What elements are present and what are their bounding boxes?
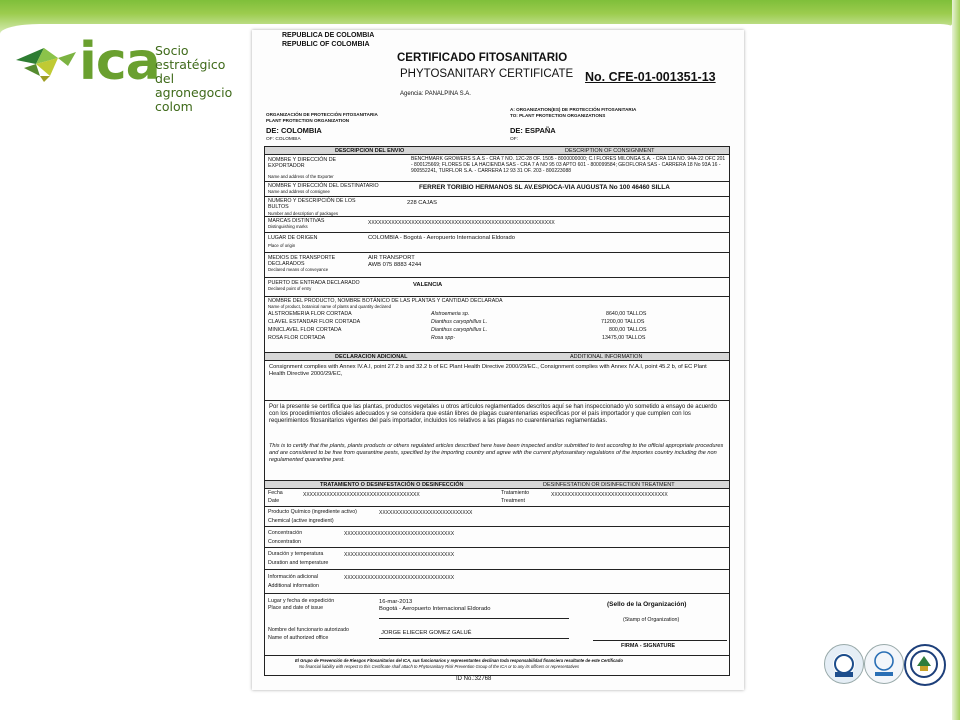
products-label-es: NOMBRE DEL PRODUCTO, NOMBRE BOTÁNICO DE LAS PLANTAS Y CANTIDAD DECLARADA	[268, 298, 503, 304]
packages-row	[265, 197, 729, 217]
consignee-label-es: NOMBRE Y DIRECCIÓN DEL DESTINATARIO	[268, 183, 379, 189]
certification-row	[265, 401, 729, 481]
from-org-es: ORGANIZACIÓN DE PROTECCIÓN FITOSANITARIA	[266, 112, 378, 117]
exporter-label-en: Name and address of the Exporter	[268, 174, 334, 179]
origin-row	[265, 233, 729, 253]
consignee-label-en: Name and address of consignee	[268, 189, 330, 194]
origin-label-en: Place of origin	[268, 243, 296, 248]
chemical-label-en: Chemical (active ingredient)	[268, 518, 334, 524]
officer-name: JORGE ELIECER GOMEZ GALUÉ	[381, 630, 472, 636]
issue-row	[265, 594, 729, 656]
transport-row	[265, 253, 729, 278]
transport-label-es: MEDIOS DE TRANSPORTE DECLARADOS	[268, 255, 336, 267]
officer-label-en: Name of authorized office	[268, 635, 329, 641]
issue-label-es: Lugar y fecha de expedición	[268, 598, 335, 604]
additional-text: Consignment complies with Annex IV.A.I, point 27.2 b and 32.2 b of EC Plant Health Directive 2000/29/EC., Consignment complies with Annex IV.A.I, point 45.2 b, of EC Plant Health Directive 2000/29/EC,	[269, 364, 707, 377]
origin-value: COLOMBIA - Bogotá - Aeropuerto Internacional Eldorado	[368, 235, 515, 241]
entry-value: VALENCIA	[413, 282, 443, 288]
additional-row	[265, 361, 729, 401]
treatment-label-es: Tratamiento	[501, 490, 530, 496]
origin-label-es: LUGAR DE ORIGEN	[268, 235, 318, 241]
signature-line	[593, 640, 727, 641]
packages-value: 228 CAJAS	[407, 200, 437, 206]
product-qty: 13475,00 TALLOS	[602, 335, 646, 341]
product-qty: 71200,00 TALLOS	[601, 319, 645, 325]
issue-date: 16-mar-2013	[379, 599, 413, 605]
officer-label-es: Nombre del funcionario autorizado	[268, 627, 349, 633]
product-name: ROSA FLOR CORTADA	[268, 335, 326, 341]
info-label-en: Additional information	[268, 583, 319, 589]
info-label-es: Información adicional	[268, 574, 319, 580]
disclaimer	[265, 656, 729, 675]
entry-label-es: PUERTO DE ENTRADA DECLARADO	[268, 280, 360, 286]
chemical-value: XXXXXXXXXXXXXXXXXXXXXXXXXXXX	[379, 510, 473, 516]
from-country-of: OF: COLOMBIA	[266, 137, 301, 142]
duration-label-es: Duración y temperatura	[268, 551, 324, 557]
certificate-title-en: PHYTOSANITARY CERTIFICATE	[400, 68, 574, 80]
product-name: ALSTROEMERIA FLOR CORTADA	[268, 311, 352, 317]
marks-label-en: Distinguishing marks	[268, 224, 308, 229]
marks-value: XXXXXXXXXXXXXXXXXXXXXXXXXXXXXXXXXXXXXXXXXXXXXXXXXXXXXXXX	[368, 220, 555, 226]
concentration-row	[265, 527, 729, 548]
date-label-es: Fecha	[268, 490, 283, 496]
entry-label-en: Declared point of entry	[268, 286, 312, 291]
stamp-label-es: (Sello de la Organización)	[607, 601, 687, 608]
slide-right-bar	[952, 0, 960, 720]
product-qty: 8640,00 TALLOS	[606, 311, 647, 317]
certification-seals	[824, 644, 944, 686]
product-botanical: Rosa spp·	[431, 335, 456, 341]
transport-value-2: AWB 075 8883 4244	[368, 261, 422, 268]
certificate-number: No. CFE-01-001351-13	[585, 70, 716, 84]
emblem-seal	[904, 644, 946, 686]
certification-text-en: This is to certify that the plants, plants products or others regulated articles described here have been inspected and/or submitted to test according to the official appropriate procedures and are considered to be free from quarantine pests, specified by the importing country and agree with the current phytosanitary regulations of the importes country including the non regulamented quarantine pest.	[269, 443, 724, 463]
logo-wordmark: ica	[79, 32, 160, 92]
product-item	[268, 311, 728, 319]
exporter-row	[265, 155, 729, 182]
product-qty: 800,00 TALLOS	[609, 327, 647, 333]
chemical-row	[265, 507, 729, 527]
treatment-header-es: TRATAMIENTO O DESINFESTACIÓN O DESINFECCIÓN	[320, 482, 464, 488]
agency: Agencia: PANALPINA S.A.	[400, 91, 471, 97]
packages-label-en: Number and description of packages	[268, 211, 338, 216]
issue-label-en: Place and date of issue	[268, 605, 324, 611]
to-org-es: A: ORGANIZATION(ES) DE PROTECCIÓN FITOSANITARIA	[510, 107, 637, 112]
leaf-icon	[14, 42, 80, 82]
date-value: XXXXXXXXXXXXXXXXXXXXXXXXXXXXXXXXXXX	[303, 492, 420, 498]
exporter-value: BENCHMARK GROWERS S.A.S - CRA 7 NO. 12C-28 OF. 1505 - 8000000000; C.I FLORES MILONGA S.A. - CRA 11A NO. 94A-22 OFC 201 - 800125669; FLORES DE LA HACIENDA SAS - CRA 7 A NO 95 03 APTO 601 - 800099584; GEOFLORA SAS - CARRERA 18 No 93A 16 - 900552241, TURFLOR S.A. - CARRERA 12 93 31 OF. 203 - 800223088	[411, 156, 726, 174]
logo-tagline-line-1: Socio estratégico	[155, 43, 226, 72]
product-botanical: Dianthus caryophillus L.	[431, 319, 488, 325]
product-name: MINICLAVEL FLOR CORTADA	[268, 327, 342, 333]
icontec-seal	[824, 644, 864, 684]
logo-tagline	[155, 44, 254, 114]
to-org-en: TO: PLANT PROTECTION ORGANIZATIONS	[510, 112, 606, 118]
officer-underline	[379, 638, 569, 639]
from-organization	[266, 112, 378, 123]
exporter-label-es: NOMBRE Y DIRECCIÓN DE EXPORTADOR	[268, 157, 337, 169]
product-name: CLAVEL ESTANDAR FLOR CORTADA	[268, 319, 361, 325]
product-botanical: Dianthus caryophillus L.	[431, 327, 488, 333]
concentration-label-en: Concentration	[268, 539, 301, 545]
signature-label: FIRMA - SIGNATURE	[621, 643, 676, 649]
from-country: DE: COLOMBIA	[266, 126, 322, 135]
emblem-icon	[906, 646, 942, 682]
ica-logo	[14, 32, 254, 114]
product-item	[268, 319, 728, 327]
consignment-header-en: DESCRIPTION OF CONSIGNMENT	[565, 148, 655, 154]
certification-text-es: Por la presente se certifica que las plantas, productos vegetales u otros artículos reglamentados descritos aquí se han inspeccionado y/o sometido a ensayo de acuerdo con los procedimientos oficiales adecuados y se considera que están libres de plagas cuarentenarias especificas por el país importador y que cumplen con los requerimientos fitosanitarios vigentes del país importador, incluidos los relativos a las plagas no cuarentenarias reglamentadas.	[269, 404, 717, 424]
additional-header-es: DECLARACION ADICIONAL	[335, 354, 408, 360]
treatment-header-en: DESINFESTATION OR DISINFECTION TREATMENT	[543, 482, 675, 488]
issue-underline	[379, 618, 569, 619]
icontec-icon	[825, 645, 863, 683]
certificate-title-es: CERTIFICADO FITOSANITARIO	[397, 52, 568, 64]
duration-value: XXXXXXXXXXXXXXXXXXXXXXXXXXXXXXXXX	[344, 552, 455, 558]
product-item	[268, 335, 728, 343]
issue-place: Bogotá - Aeropuerto Internacional Eldorado	[379, 605, 491, 612]
product-botanical: Alstroemeria sp.	[431, 311, 470, 317]
entry-row	[265, 278, 729, 297]
country-es: REPUBLICA DE COLOMBIA	[282, 32, 375, 39]
iqnet-icon	[865, 645, 903, 683]
to-organization	[510, 107, 636, 118]
certificate-id: ID No.:32768	[456, 676, 492, 682]
duration-label-en: Duration and temperature	[268, 560, 329, 566]
consignment-header-es: DESCRIPCION DEL ENVIO	[335, 148, 405, 154]
iqnet-seal	[864, 644, 904, 684]
packages-label-es: NUMERO Y DESCRIPCIÓN DE LOS BULTOS	[268, 198, 356, 210]
treatment-value: XXXXXXXXXXXXXXXXXXXXXXXXXXXXXXXXXXX	[551, 492, 668, 498]
info-row	[265, 570, 729, 594]
concentration-value: XXXXXXXXXXXXXXXXXXXXXXXXXXXXXXXXX	[344, 531, 455, 537]
to-country-of: OF:	[510, 137, 518, 142]
additional-header	[265, 353, 729, 361]
date-row	[265, 489, 729, 507]
consignee-row	[265, 182, 729, 197]
to-country: DE: ESPAÑA	[510, 126, 556, 135]
certificate-form	[264, 146, 730, 676]
chemical-label-es: Producto Químico (ingrediente activo)	[268, 509, 357, 515]
additional-header-en: ADDITIONAL INFORMATION	[570, 354, 643, 360]
marks-label-es: MARCAS DISTINTIVAS	[268, 218, 325, 224]
disclaimer-es: El Grupo de Prevención de Riesgos Fitosanitarios del ICA, sus funcionarios y representantes declinan toda responsabilidad financiera resultante de este Certificado	[295, 658, 623, 663]
concentration-label-es: Concentración	[268, 530, 303, 536]
info-value: XXXXXXXXXXXXXXXXXXXXXXXXXXXXXXXXX	[344, 575, 455, 581]
marks-row	[265, 217, 729, 233]
transport-value-1: AIR TRANSPORT	[368, 255, 415, 261]
treatment-header	[265, 481, 729, 489]
date-label-en: Date	[268, 498, 280, 504]
duration-row	[265, 548, 729, 570]
products-label-en: Name of product, botanical name of plants and quantity declared	[268, 304, 392, 309]
phytosanitary-certificate	[252, 30, 744, 690]
logo-tagline-line-2: del agronegocio colom	[155, 71, 233, 114]
from-org-en: PLANT PROTECTION ORGANIZATION	[266, 117, 350, 123]
stamp-label-en: (Stamp of Organization)	[623, 617, 680, 623]
products-row	[265, 297, 729, 353]
consignee-value: FERRER TORIBIO HERMANOS SL AV.ESPIOCA-VIA AUGUSTA No 100 46460 SILLA	[419, 184, 670, 191]
disclaimer-en: No financial liability with respect to this Certificate shall attach to Phytosanitary Risk Prevention Group of the ICA or to any its officers or representatives	[299, 664, 580, 669]
country-en: REPUBLIC OF COLOMBIA	[282, 41, 370, 48]
treatment-label-en: Treatment	[501, 498, 525, 504]
transport-label-en: Declared means of conveyance	[268, 267, 329, 272]
consignment-header	[265, 147, 729, 155]
product-item	[268, 327, 728, 335]
